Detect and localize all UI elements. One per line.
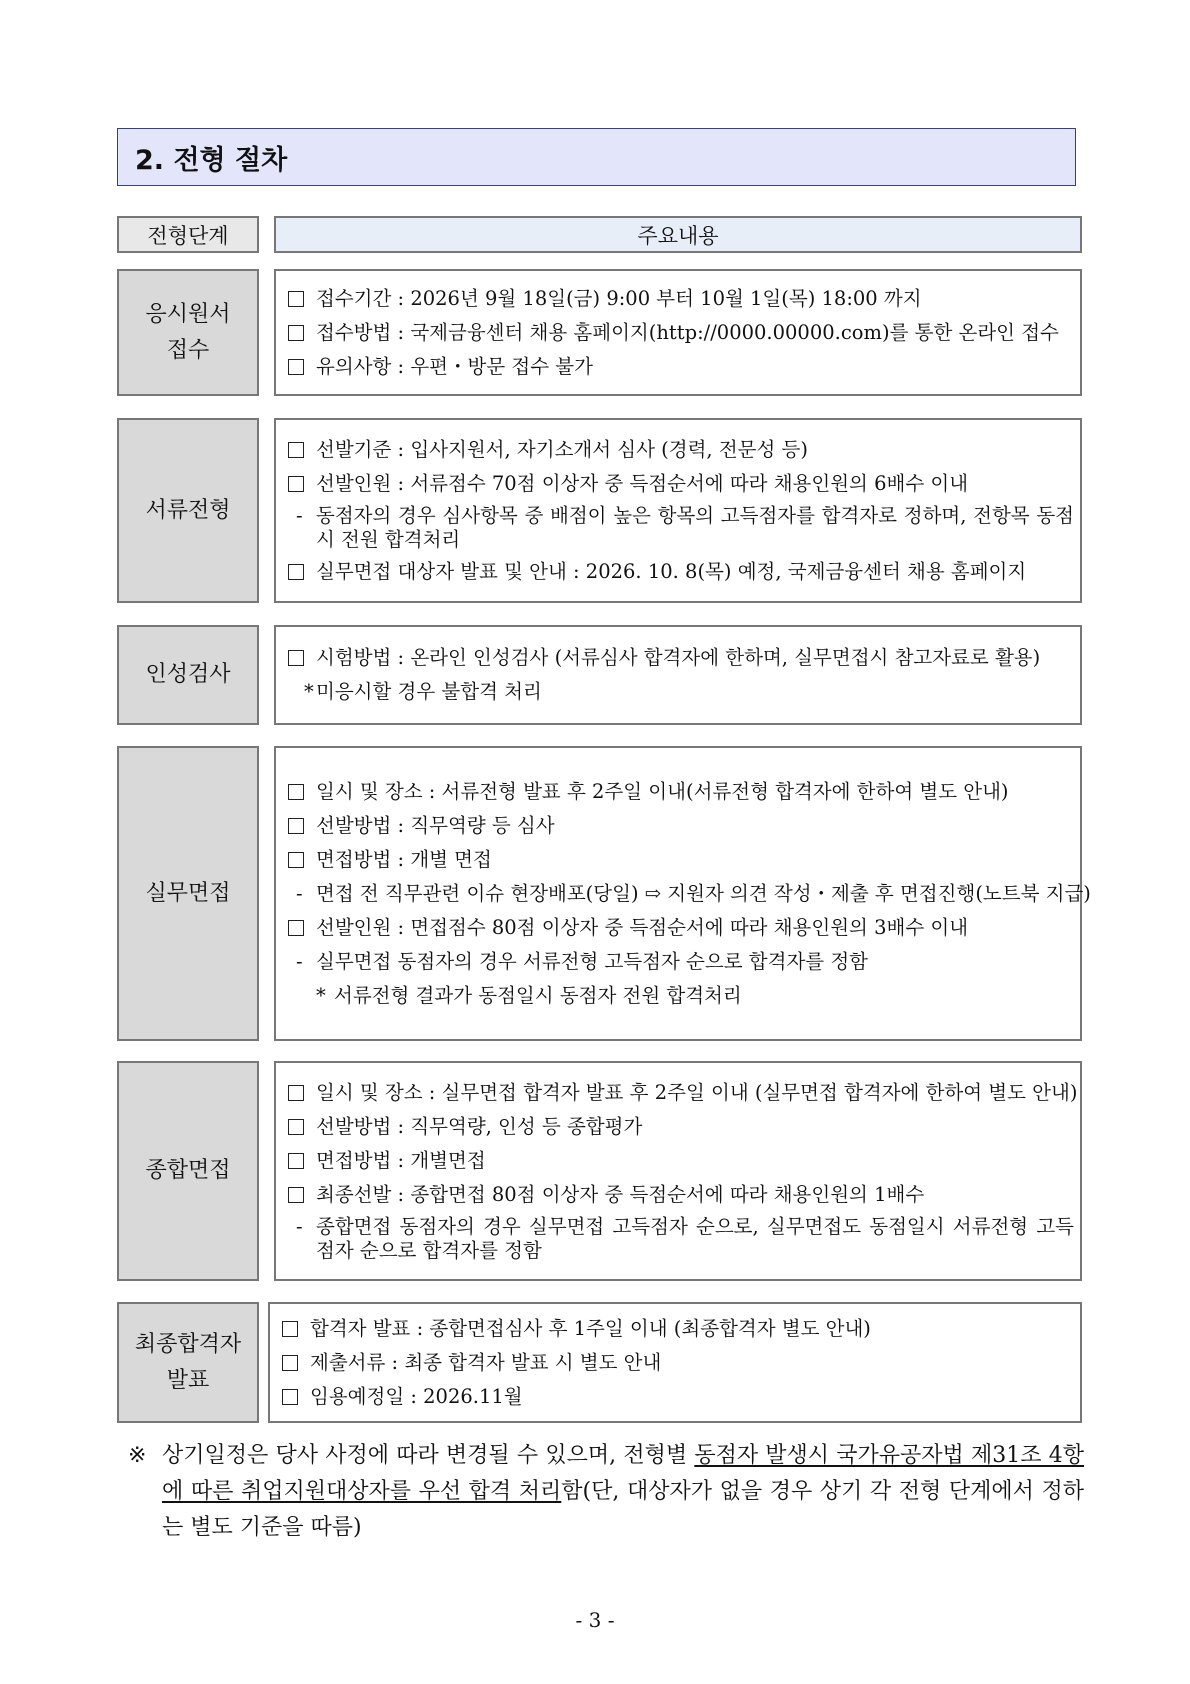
stage-content-application [274,269,1082,396]
content-item: 선발방법 : 직무역량 등 심사 [286,812,1074,840]
content-note-text: 서류전형 결과가 동점일시 동점자 전원 합격처리 [334,983,742,1007]
content-note: * 미응시할 경우 불합격 처리 [304,680,542,703]
stage-label-line: 종합면접 [145,1158,231,1183]
content-subitem: - 면접 전 직무관련 이슈 현장배포(당일) ⇨ 지원자 의견 작성・제출 후 면접진행(노트북 지급) [296,881,1091,905]
stage-content-personality [274,625,1082,725]
header-stage: 전형단계 [117,216,259,253]
stage-label-application [117,269,259,396]
content-item: 합격자 발표 : 종합면접심사 후 1주일 이내 (최종합격자 별도 안내) [280,1315,1074,1343]
content-item: 선발인원 : 서류점수 70점 이상자 중 득점순서에 따라 채용인원의 6배수 이내 [286,470,1074,498]
stage-label-line: 서류전형 [145,497,231,523]
content-subitem: - 종합면접 동점자의 경우 실무면접 고득점자 순으로, 실무면접도 동점일시 서류전형 고득점자 순으로 합격자를 정함 [296,1215,1074,1262]
content-note: * 서류전형 결과가 동점일시 동점자 전원 합격처리 [316,983,742,1007]
content-item: 선발방법 : 직무역량, 인성 등 종합평가 [286,1113,1074,1141]
content-item: 접수기간 : 2026년 9월 18일(금) 9:00 부터 10월 1일(목) 18:00 까지 [286,285,1074,313]
content-item: 접수방법 : 국제금융센터 채용 홈페이지(http://0000.00000.com)를 통한 온라인 접수 [286,319,1074,347]
reference-mark: ※ [128,1443,147,1468]
stage-label-practical-interview [117,746,259,1041]
stage-content-documents [274,418,1082,603]
stage-label-documents [117,418,259,603]
stage-label-line: 실무면접 [145,880,231,906]
content-item: 실무면접 대상자 발표 및 안내 : 2026. 10. 8(목) 예정, 국제금융센터 채용 홈페이지 [286,558,1074,586]
content-note-text: 미응시할 경우 불합격 처리 [316,680,542,703]
content-subitem: - 실무면접 동점자의 경우 서류전형 고득점자 순으로 합격자를 정함 [296,949,868,973]
content-item: 최종선발 : 종합면접 80점 이상자 중 득점순서에 따라 채용인원의 1배수 [286,1181,1074,1209]
content-item: 제출서류 : 최종 합격자 발표 시 별도 안내 [280,1349,1074,1377]
stage-content-comprehensive-interview [274,1061,1082,1281]
content-item: 일시 및 장소 : 실무면접 합격자 발표 후 2주일 이내 (실무면접 합격자에 한하여 별도 안내) [286,1079,1074,1107]
section-title: 2. 전형 절차 [117,128,1076,186]
content-item: 일시 및 장소 : 서류전형 발표 후 2주일 이내(서류전형 합격자에 한하여 별도 안내) [286,778,1074,806]
stage-content-practical-interview [274,746,1091,1041]
content-subitem: - 동점자의 경우 심사항목 중 배점이 높은 항목의 고득점자를 합격자로 정하며, 전항목 동점시 전원 합격처리 [296,503,1074,551]
stage-label-line: 접수 [166,337,210,363]
content-subitem-text: 면접 전 직무관련 이슈 현장배포(당일) ⇨ 지원자 의견 작성・제출 후 면접진행(노트북 지급) [316,881,1091,905]
footnote [128,1438,1084,1546]
footnote-underlined-text: 동점자 발생시 국가유공자법 제31조 4항에 따른 취업지원대상자를 우선 합격 처리 [162,1443,1084,1504]
content-item: 선발인원 : 면접점수 80점 이상자 중 득점순서에 따라 채용인원의 3배수 이내 [286,914,1074,942]
content-subitem-text: 실무면접 동점자의 경우 서류전형 고득점자 순으로 합격자를 정함 [316,949,868,973]
stage-label-personality [117,625,259,725]
content-item: 시험방법 : 온라인 인성검사 (서류심사 합격자에 한하며, 실무면접시 참고자료로 활용) [286,644,1074,672]
content-subitem-text: 종합면접 동점자의 경우 실무면접 고득점자 순으로, 실무면접도 동점일시 서류전형 고득점자 순으로 합격자를 정함 [316,1215,1074,1262]
stage-label-comprehensive-interview [117,1061,259,1281]
content-item: 면접방법 : 개별 면접 [286,846,1074,874]
stage-content-final-announcement [268,1302,1082,1423]
content-item: 선발기준 : 입사지원서, 자기소개서 심사 (경력, 전문성 등) [286,436,1074,464]
content-subitem-text: 동점자의 경우 심사항목 중 배점이 높은 항목의 고득점자를 합격자로 정하며, 전항목 동점시 전원 합격처리 [316,503,1074,551]
page-number: - 3 - [575,1608,615,1632]
content-item: 유의사항 : 우편・방문 접수 불가 [286,353,1074,381]
footnote-text: 함(단, 대상자가 없을 경우 상기 각 전형 단계에서 정하는 별도 기준을 따름) [162,1479,1084,1540]
stage-label-line: 응시원서 [145,301,231,327]
footnote-text: 상기일정은 당사 사정에 따라 변경될 수 있으며, 전형별 [162,1443,695,1468]
header-content: 주요내용 [274,216,1082,253]
stage-label-line: 인성검사 [145,662,231,687]
stage-label-line: 발표 [166,1367,210,1393]
stage-label-final-announcement [117,1302,259,1423]
content-item: 면접방법 : 개별면접 [286,1147,1074,1175]
content-item: 임용예정일 : 2026.11월 [280,1383,1074,1411]
stage-label-line: 최종합격자 [134,1331,242,1357]
